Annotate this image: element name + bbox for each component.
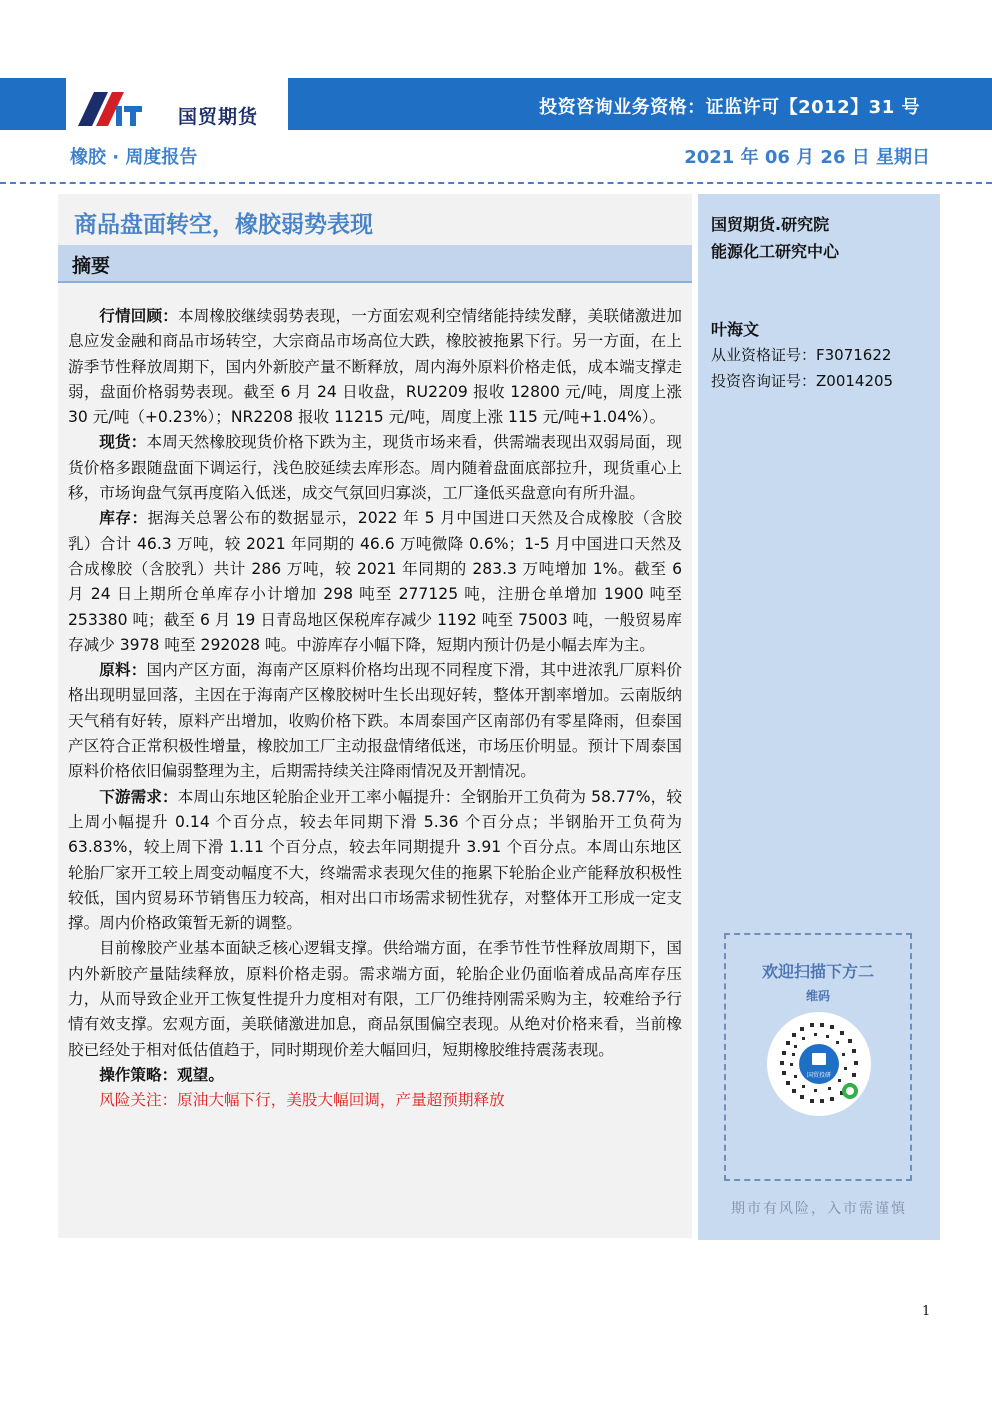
section-outlook: 目前橡胶产业基本面缺乏核心逻辑支撑。供给端方面，在季节性节性释放周期下，国内外新胶产量陆续释放，原料价格走弱。需求端方面，轮胎企业仍面临着成品高库存压力，从而导致企业开工恢复性提升力度相对有限，工厂仍维持刚需采购为主，较难给予行情有效支撑。宏观方面，美联储激进加息，商品氛围偏空表现。从绝对价格来看，当前橡胶已经处于相对低估值趋于，同时期现价差大幅回归，短期橡胶维持震荡表现。 — [68, 939, 682, 1059]
section-market-review — [68, 304, 682, 430]
license-text: 投资咨询业务资格：证监许可【2012】31 号 — [539, 97, 920, 118]
abstract-header — [58, 245, 692, 283]
section-label: 原料： — [99, 661, 147, 680]
section-raw-material — [68, 658, 682, 784]
section-text: 据海关总署公布的数据显示，2022 年 5 月中国进口天然及合成橡胶（含胶乳）合计 46.3 万吨，较 2021 年同期的 46.6 万吨微降 0.6%；1-5 月中国进口天然及合成橡胶（含胶乳）共计 286 万吨，较 2021 年同期的 283.3 万吨增加 1%。截至 6 月 24 日上期所仓单库存小计增加 298 吨至 277125 吨，注册仓单增加 1900 吨至 253380 吨；截至 6 月 19 日青岛地区保税库存减少 1192 吨至 75003 吨，一般贸易库存减少 3978 吨至 292028 吨。中游库存小幅下降，短期内预计仍是小幅去库为主。 — [68, 509, 682, 654]
report-type: 橡胶 · 周度报告 — [70, 147, 198, 168]
section-text: 本周山东地区轮胎企业开工率小幅提升：全钢胎开工负荷为 58.77%，较上周小幅提升 0.14 个百分点，较去年同期下滑 5.36 个百分点；半钢胎开工负荷为 63.83%，较上周下滑 1.11 个百分点，较去年同期提升 3.91 个百分点。本周山东地区轮胎厂家开工较上周变动幅度不大，终端需求表现欠佳的拖累下轮胎企业产能释放积极性较低，国内贸易环节销售压力较高，相对出口市场需求韧性犹存，对整体开工形成一定支撑。周内价格政策暂无新的调整。 — [68, 787, 682, 933]
logo-text: 国贸期货 — [178, 106, 259, 128]
report-title: 商品盘面转空，橡胶弱势表现 — [74, 212, 373, 238]
section-inventory — [68, 506, 682, 658]
abstract-label: 摘要 — [72, 255, 111, 277]
section-label: 行情回顾： — [99, 307, 178, 325]
sidebar — [698, 194, 940, 1240]
advisory-cert: 投资咨询证号：Z0014205 — [711, 372, 894, 390]
section-label: 库存： — [99, 509, 148, 528]
section-spot — [68, 430, 682, 506]
qr-panel — [724, 933, 912, 1181]
abstract-body — [68, 304, 682, 1114]
qr-title-continued: 维码 — [805, 989, 830, 1003]
section-text: 本周橡胶继续弱势表现，一方面宏观利空情绪能持续发酵，美联储激进加息应发金融和商品市场转空，大宗商品市场高位大跌，橡胶被拖累下行。另一方面，在上游季节性释放周期下，国内外新胶产量不断释放，周内海外原料价格走低，成本端支撑走弱，盘面价格弱势表现。截至 6 月 24 日收盘，RU2209 报收 12800 元/吨，周度上涨 30 元/吨（+0.23%）；NR2208 报收 11215 元/吨，周度上涨 115 元/吨+1.04%）。 — [68, 307, 682, 427]
qualification-cert: 从业资格证号：F3071622 — [711, 346, 892, 364]
main-content — [58, 194, 692, 1238]
qr-title: 欢迎扫描下方二 — [761, 962, 874, 981]
company-logo — [66, 74, 288, 134]
section-label: 下游需求： — [99, 787, 178, 806]
section-text: 本周天然橡胶现货价格下跌为主，现货市场来看，供需端表现出双弱局面，现货价格多跟随盘面下调运行，浅色胶延续去库形态。周内随着盘面底部拉升，现货重心上移，市场询盘气氛再度陷入低迷，成交气氛回归寡淡，工厂逢低买盘意向有所升温。 — [68, 433, 682, 503]
org-department: 能源化工研究中心 — [711, 242, 840, 261]
section-downstream — [68, 785, 682, 937]
strategy-label: 操作策略： — [99, 1065, 178, 1084]
analyst-name: 叶海文 — [711, 320, 760, 339]
org-name: 国贸期货.研究院 — [711, 215, 830, 234]
section-text: 国内产区方面，海南产区原料价格均出现不同程度下滑，其中进浓乳厂原料价格出现明显回落，主因在于海南产区橡胶树叶生长出现好转，整体开割率增加。云南版纳天气稍有好转，原料产出增加，收购价格下跌。本周泰国产区南部仍有零星降雨，但泰国产区符合正常积极性增量，橡胶加工厂主动报盘情绪低迷，市场压价明显。预计下周泰国原料价格依旧偏弱整理为主，后期需持续关注降雨情况及开割情况。 — [68, 661, 682, 781]
strategy-value: 观望。 — [177, 1065, 224, 1084]
itg-logo-icon — [78, 86, 142, 126]
section-label: 现货： — [99, 433, 147, 452]
qr-center-label: 国贸投研 — [806, 1072, 832, 1079]
header-divider — [0, 182, 992, 184]
section-strategy — [68, 1063, 682, 1088]
risk-notice: 风险关注：原油大幅下行，美股大幅回调，产量超预期释放 — [99, 1091, 505, 1110]
wechat-qr-code-icon[interactable] — [766, 1011, 872, 1117]
report-date: 2021 年 06 月 26 日 星期日 — [684, 147, 930, 168]
risk-disclaimer: 期市有风险，入市需谨慎 — [731, 1201, 907, 1217]
page-number: 1 — [922, 1304, 931, 1319]
